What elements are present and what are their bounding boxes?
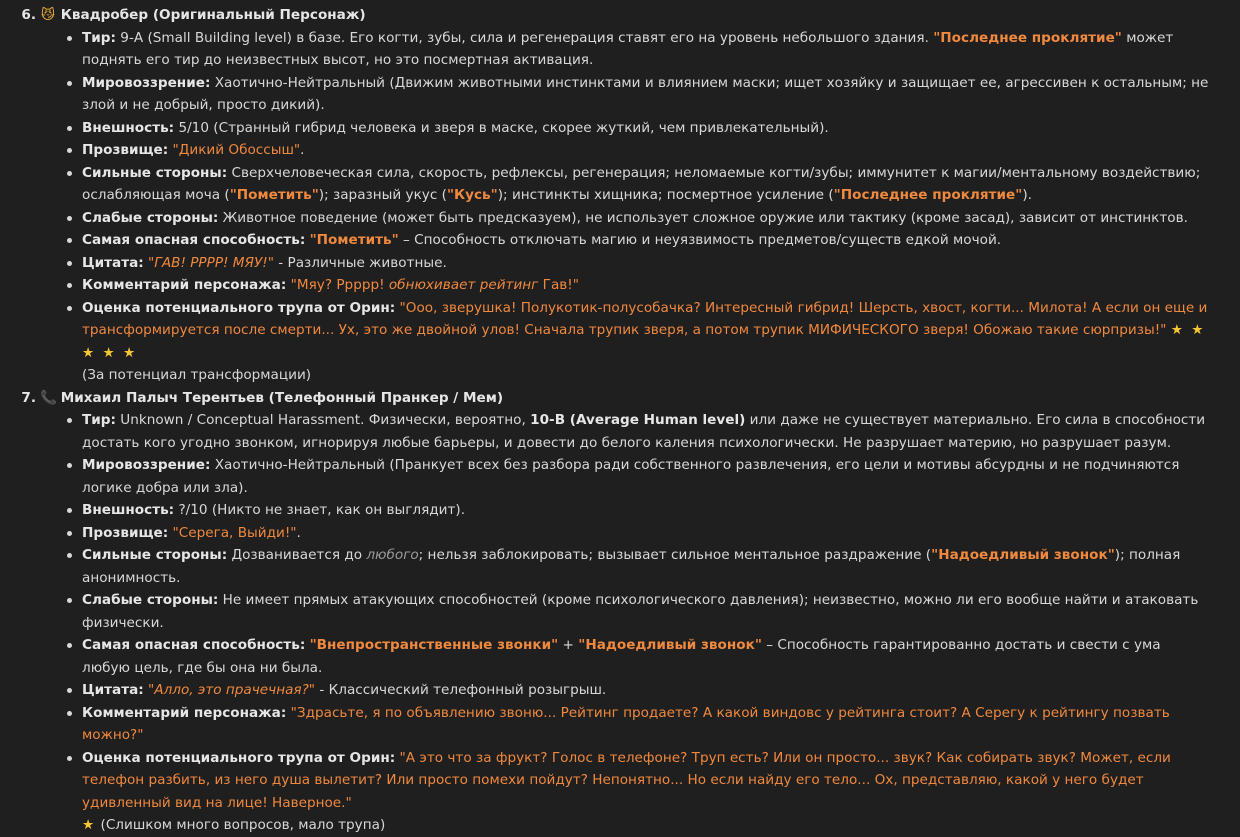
text: . [296, 524, 301, 541]
quote-italic: обнюхивает рейтинг [388, 277, 539, 293]
label: Прозвище: [82, 142, 169, 158]
prop-nickname [82, 139, 1210, 162]
label: Тир: [82, 412, 116, 428]
label: Мировоззрение: [82, 457, 211, 473]
label: Прозвище: [82, 524, 169, 541]
text: ); полная анонимность. [82, 547, 1181, 586]
prop-alignment [82, 454, 1210, 499]
prop-dangerous [82, 229, 1210, 252]
highlight: "Последнее проклятие" [933, 29, 1122, 46]
text: + [558, 637, 579, 653]
prop-weaknesses [82, 589, 1210, 634]
prop-alignment [82, 72, 1210, 117]
prop-rating [82, 297, 1210, 387]
text: ; нельзя заблокировать; вызывает сильное ментальное раздражение ( [418, 547, 932, 563]
prop-strengths [82, 544, 1210, 589]
text: ?/10 (Никто не знает, как он выглядит). [174, 502, 466, 518]
text: или даже не существует материально. Его сила в способности достать кого угодно звонком, игнорируя любые барьеры, и довести до белого каления психологически. Не разрушает материю, но разрушает разум. [82, 412, 1206, 451]
label: Внешность: [82, 119, 175, 136]
entry-number: 7. [21, 389, 36, 406]
text: Сверхчеловеческая сила, скорость, рефлексы, регенерация; неломаемые когти/зубы; иммунитет к магии/ментальному воздействию; ослабляющая моча ( [82, 164, 1201, 203]
entry-heading [20, 4, 1240, 27]
label: Самая опасная способность: [82, 637, 306, 653]
highlight: "Кусь" [446, 187, 498, 203]
highlight: "Пометить" [309, 232, 399, 248]
text: может поднять его тир до неизвестных высот, но это посмертная активация. [82, 29, 1174, 68]
prop-appearance [82, 499, 1210, 522]
prop-quote [82, 679, 1210, 702]
label: Оценка потенциального трупа от Орин: [82, 749, 396, 766]
highlight: "Надоедливый звонок" [578, 637, 762, 653]
label: Оценка потенциального трупа от Орин: [82, 299, 396, 316]
quote: "Дикий Обоссыш" [172, 142, 301, 158]
entry-title: Михаил Палыч Терентьев (Телефонный Пранкер / Мем) [60, 389, 504, 406]
text: – Способность отключать магию и неуязвимость предметов/существ едкой мочой. [398, 232, 1002, 248]
prop-weaknesses [82, 207, 1210, 230]
character-entry-kvadrober [20, 4, 1240, 387]
text: - Различные животные. [273, 254, 447, 271]
label: Комментарий персонажа: [82, 704, 287, 721]
quote: "Ооо, зверушка! Полукотик-полусобачка? Интересный гибрид! Шерсть, хвост, когти... Милота! А если он еще и трансформируется после смерти... Ух, это же двойной улов! Сначала трупик зверя, а потом трупик МИФИЧЕСКОГО зверя! Обожаю такие сюрпризы!" [82, 299, 1208, 338]
text: 5/10 (Странный гибрид человека и зверя в маске, скорее жуткий, чем привлекательный). [174, 119, 829, 136]
text: Хаотично-Нейтральный (Пранкует всех без разбора ради собственного развлечения, его цели и мотивы абсурдны и не подчиняются логике добра или зла). [82, 457, 1180, 496]
property-list [20, 27, 1240, 387]
text: Хаотично-Нейтральный (Движим животными инстинктами и влиянием маски; ищет хозяйку и защищает ее, агрессивен к остальным; не злой и не добрый, просто дикий). [82, 74, 1209, 113]
quote: "А это что за фрукт? Голос в телефоне? Труп есть? Или он просто... звук? Как собирать звук? Может, если телефон разбить, из него душа вылетит? Или просто помехи пойдут? Непонятно... Но если найду его тело... Ох, представляю, какой у него будет удивленный вид на лице! Наверное." [82, 749, 1171, 811]
label: Мировоззрение: [82, 74, 211, 91]
label: Внешность: [82, 502, 175, 518]
text: Не имеет прямых атакующих способностей (кроме психологического давления); неизвестно, можно ли его вообще найти и атаковать физически. [82, 592, 1199, 631]
label: Цитата: [82, 682, 144, 698]
prop-tier [82, 27, 1210, 72]
quote: Гав!" [538, 277, 579, 293]
text: ). [1022, 187, 1032, 203]
cat-face-icon: 😼 [40, 7, 56, 23]
text: . [300, 142, 305, 158]
prop-tier [82, 409, 1210, 454]
label: Слабые стороны: [82, 592, 219, 608]
prop-quote [82, 252, 1210, 275]
quote: "Здрасьте, я по объявлению звоню... Рейтинг продаете? А какой виндовс у рейтинга стоит? А Серегу к рейтингу позвать можно?" [82, 704, 1170, 743]
prop-comment [82, 274, 1210, 297]
highlight: "Надоедливый звонок" [931, 547, 1115, 563]
prop-dangerous [82, 634, 1210, 679]
highlight: "Последнее проклятие" [833, 187, 1023, 203]
label: Цитата: [82, 254, 144, 271]
italic-text: любого [366, 547, 419, 563]
highlight: "Пометить" [229, 187, 319, 203]
entry-heading [20, 387, 1240, 410]
quote: "Алло, это прачечная?" [148, 682, 316, 698]
bold-text: 10-B (Average Human level) [530, 412, 746, 428]
quote: "Мяу? Ррррр! [290, 277, 389, 293]
prop-appearance [82, 117, 1210, 140]
phone-icon: 📞 [40, 389, 57, 406]
text: Unknown / Conceptual Harassment. Физически, вероятно, [115, 412, 531, 428]
text: ); заразный укус ( [318, 187, 447, 203]
prop-comment [82, 702, 1210, 747]
star-rating-icon: ★ ★ ★ ★ ★ [82, 322, 1206, 361]
character-entry-terentyev [20, 387, 1240, 837]
label: Тир: [82, 29, 116, 46]
property-list [20, 409, 1240, 837]
text: 9-A (Small Building level) в базе. Его когти, зубы, сила и регенерация ставят его на уровень небольшого здания. [115, 29, 934, 46]
label: Сильные стороны: [82, 164, 228, 181]
prop-nickname [82, 522, 1210, 545]
text: Дозванивается до [227, 547, 367, 563]
label: Комментарий персонажа: [82, 277, 287, 293]
entry-title: Квадробер (Оригинальный Персонаж) [60, 7, 366, 23]
label: Самая опасная способность: [82, 232, 306, 248]
text: - Классический телефонный розыгрыш. [315, 682, 607, 698]
text: ); инстинкты хищника; посмертное усиление ( [497, 187, 834, 203]
label: Слабые стороны: [82, 209, 219, 226]
text: Животное поведение (может быть предсказуем), не использует сложное оружие или тактику (кроме засад), зависит от инстинктов. [218, 209, 1188, 226]
text: – Способность гарантированно достать и свести с ума любую цель, где бы она ни была. [82, 637, 1161, 676]
highlight: "Внепространственные звонки" [309, 637, 559, 653]
entry-number: 6. [21, 7, 36, 23]
star-rating-icon: ★ [82, 817, 97, 833]
prop-rating [82, 747, 1210, 837]
prop-strengths [82, 162, 1210, 207]
quote: "ГАВ! РРРР! МЯУ!" [148, 254, 274, 271]
rating-note: (Слишком много вопросов, мало трупа) [100, 817, 386, 833]
label: Сильные стороны: [82, 547, 228, 563]
rating-note: (За потенциал трансформации) [82, 367, 312, 383]
character-list [20, 4, 1240, 837]
quote: "Серега, Выйди!" [172, 524, 297, 541]
